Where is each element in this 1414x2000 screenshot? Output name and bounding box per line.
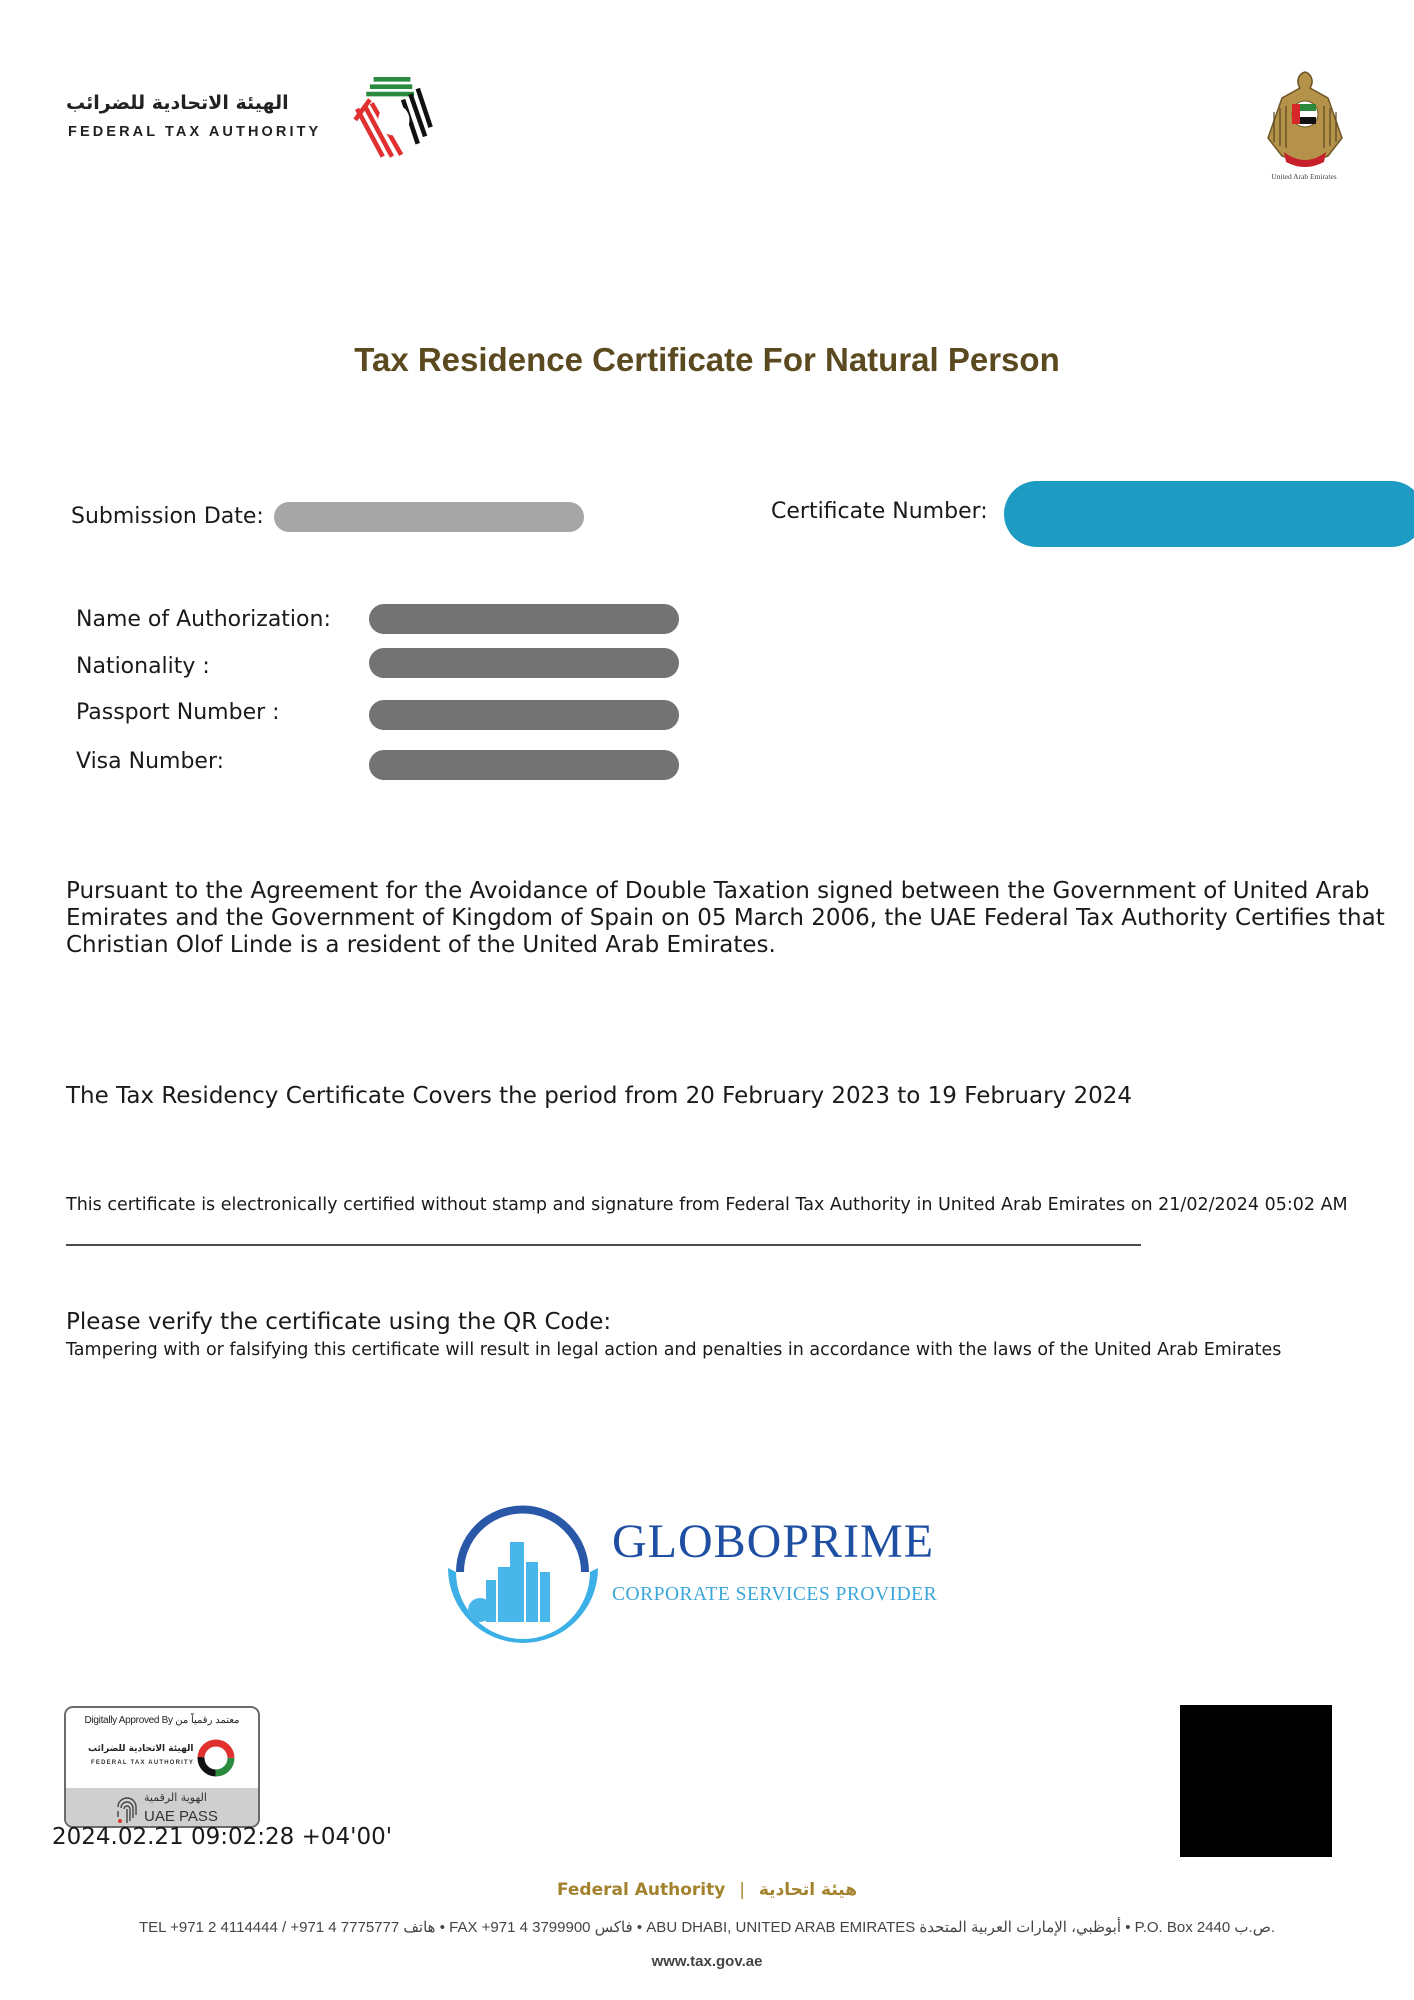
agreement-paragraph xyxy=(66,878,1386,959)
fingerprint-icon xyxy=(114,1793,140,1825)
footer-website-link[interactable]: www.tax.gov.ae xyxy=(651,1953,763,1970)
footer-authority-english: Federal Authority xyxy=(556,1880,726,1900)
field-visa-redacted xyxy=(369,750,679,780)
footer-contact: TEL +971 2 4114444 / +971 4 7775777 هاتف • FAX +971 4 3799900 فاكس • ABU DHABI, UNITED ARAB EMIRATES أبوظبي، الإمارات العربية المتحدة • P.O. Box 2440 ص.ب. xyxy=(138,1919,1276,1936)
submission-date-redacted xyxy=(274,502,584,532)
verify-instruction: Please verify the certificate using the QR Code: xyxy=(66,1309,612,1335)
page-title: Tax Residence Certificate For Natural Person xyxy=(354,341,1060,378)
stamp-authority-arabic: الهيئة الاتحادية للضرائب xyxy=(88,1744,194,1754)
agreement-line: Pursuant to the Agreement for the Avoidance of Double Taxation signed between the Government of United Arab xyxy=(66,878,1370,904)
emblem-caption: United Arab Emirates xyxy=(1271,172,1337,181)
divider xyxy=(66,1244,1141,1246)
footer-authority xyxy=(0,1880,1414,1900)
uae-pass-label: UAE PASS xyxy=(144,1808,218,1825)
field-name-redacted xyxy=(369,604,679,634)
agreement-line: Emirates and the Government of Kingdom of Spain on 05 March 2006, the UAE Federal Tax Authority Certifies that xyxy=(66,905,1385,931)
field-nationality-label: Nationality : xyxy=(76,654,210,679)
globoprime-name: GLOBOPRIME xyxy=(612,1515,935,1568)
fta-english-name: FEDERAL TAX AUTHORITY xyxy=(68,124,322,140)
field-visa-label: Visa Number: xyxy=(76,749,225,774)
fta-emblem-icon xyxy=(346,72,438,164)
uae-emblem xyxy=(1262,68,1348,186)
fta-emblem-icon xyxy=(196,1738,236,1778)
electronic-certification-note: This certificate is electronically certified without stamp and signature from Federal Tax Authority in United Arab Emirates on 21/02/2024 05:02 AM xyxy=(66,1195,1348,1215)
globoprime-watermark xyxy=(440,1492,938,1652)
coverage-period: The Tax Residency Certificate Covers the period from 20 February 2023 to 19 February 2024 xyxy=(66,1083,1132,1109)
stamp-authority-english: FEDERAL TAX AUTHORITY xyxy=(91,1760,195,1766)
globoprime-logo-icon xyxy=(440,1492,605,1652)
field-passport-label: Passport Number : xyxy=(76,700,280,725)
fta-logo xyxy=(66,72,446,172)
agreement-line: Christian Olof Linde is a resident of the United Arab Emirates. xyxy=(66,932,776,958)
footer-authority-arabic: هيئة اتحادية xyxy=(758,1880,858,1900)
falcon-emblem-icon xyxy=(1262,68,1348,172)
certificate-number-redacted xyxy=(1004,481,1414,547)
certificate-number-label: Certificate Number: xyxy=(771,499,988,524)
field-name-label: Name of Authorization: xyxy=(76,607,331,632)
submission-date-label: Submission Date: xyxy=(71,504,264,529)
qr-code-icon[interactable] xyxy=(1180,1705,1332,1857)
tampering-warning: Tampering with or falsifying this certificate will result in legal action and penalties in accordance with the laws of the United Arab Emirates xyxy=(66,1340,1282,1360)
fta-arabic-name: الهيئة الاتحادية للضرائب xyxy=(66,92,289,114)
signature-timestamp: 2024.02.21 09:02:28 +04'00' xyxy=(52,1824,393,1850)
footer-separator: | xyxy=(739,1880,745,1900)
uae-pass-band xyxy=(66,1788,258,1828)
field-nationality-redacted xyxy=(369,648,679,678)
field-passport-redacted xyxy=(369,700,679,730)
approved-by-text: Digitally Approved By معتمد رقمياً من xyxy=(84,1715,240,1726)
globoprime-tagline: CORPORATE SERVICES PROVIDER xyxy=(612,1584,938,1605)
digital-approval-stamp xyxy=(64,1706,260,1828)
uae-pass-arabic: الهوية الرقمية xyxy=(144,1791,207,1804)
